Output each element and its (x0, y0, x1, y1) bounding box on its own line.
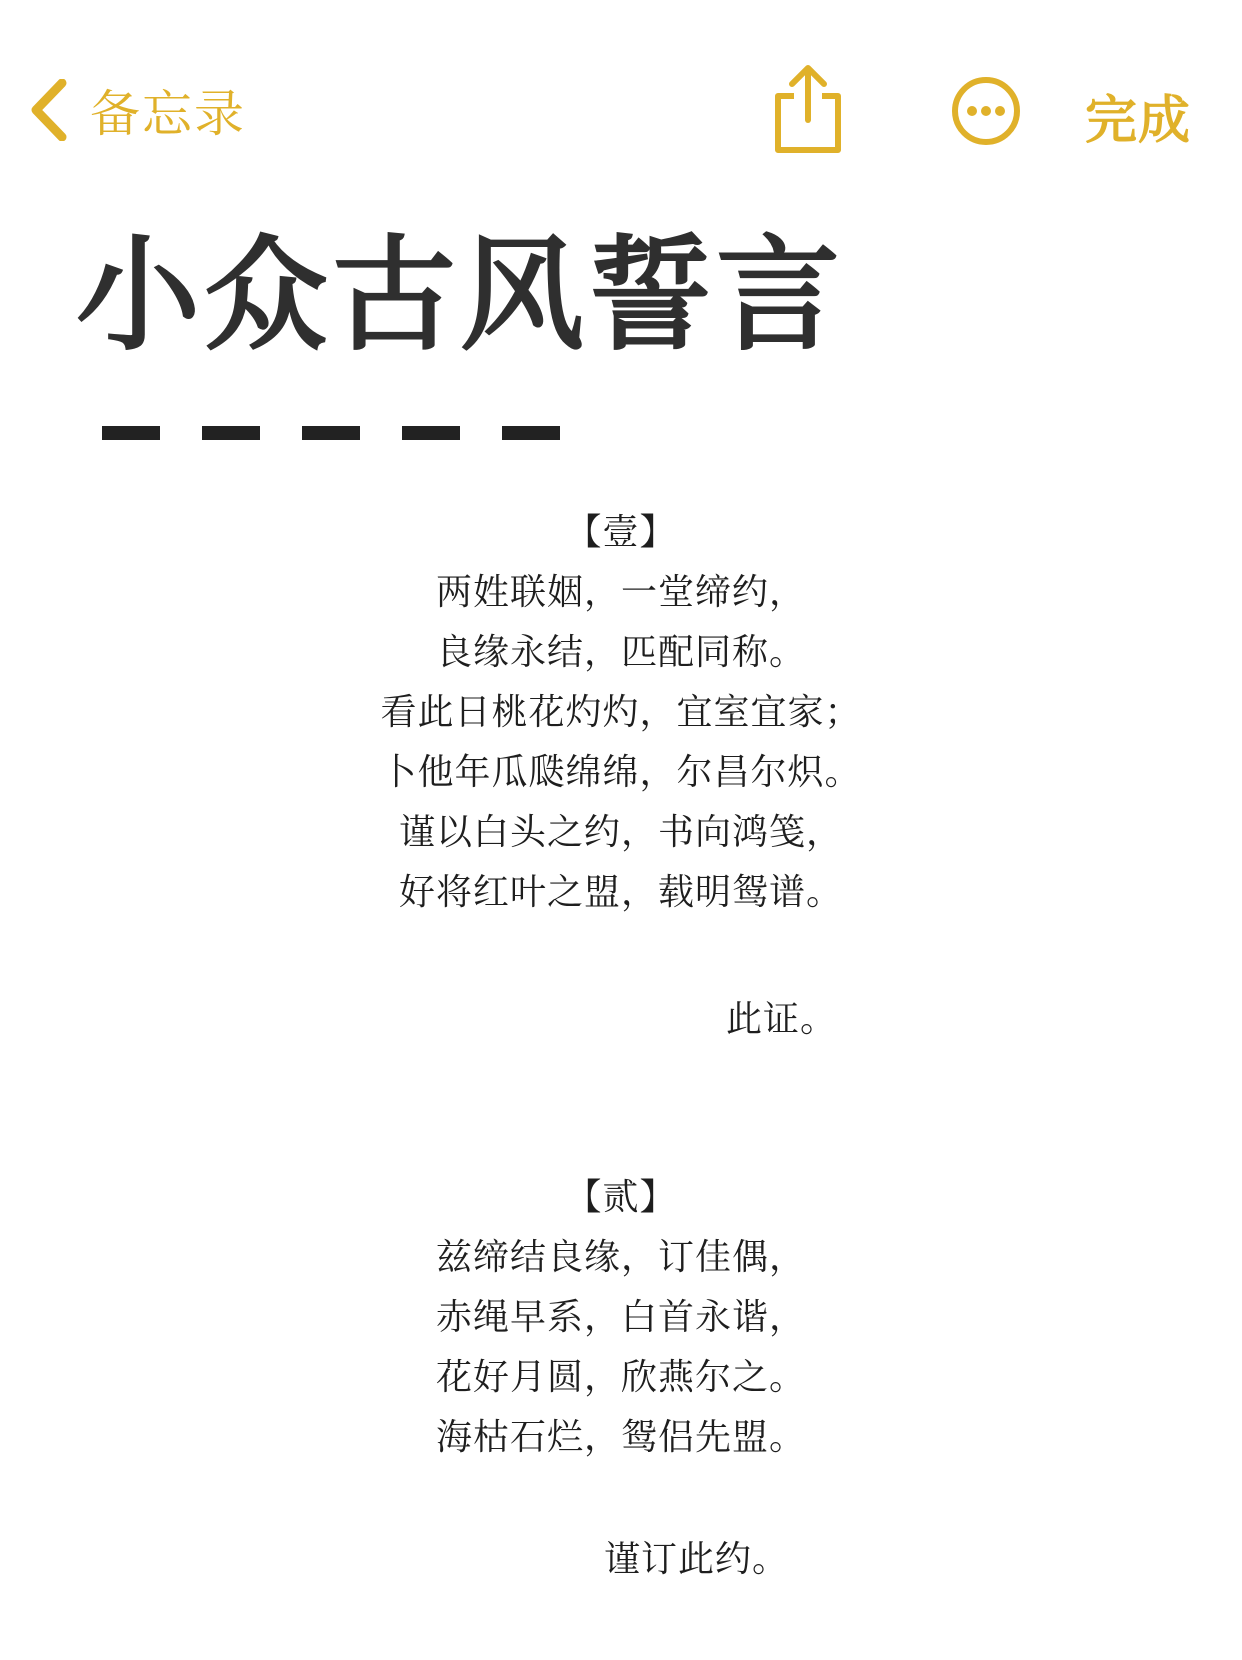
done-button[interactable]: 完成 (1085, 91, 1192, 151)
verse-line: 兹缔结良缘，订佳偶， (435, 1237, 806, 1278)
divider-dash (502, 426, 560, 440)
divider-dash (402, 426, 460, 440)
note-title: 小众古风誓言 (76, 224, 845, 368)
more-icon (950, 132, 1022, 151)
verse-line: 卜他年瓜瓞绵绵，尔昌尔炽。 (380, 752, 862, 793)
verse-line: 海枯石烂，鸳侣先盟。 (435, 1417, 806, 1458)
section-one (0, 503, 1242, 923)
verse-line: 赤绳早系，白首永谐， (435, 1297, 806, 1338)
divider-dash (302, 426, 360, 440)
share-button[interactable] (770, 64, 846, 154)
verse-line: 两姓联姻，一堂缔约， (435, 572, 806, 613)
verse-line: 谨以白头之约，书向鸿笺， (398, 812, 843, 853)
verse-line: 良缘永结，匹配同称。 (435, 632, 806, 673)
divider-dash (202, 426, 260, 440)
chevron-left-icon (28, 79, 68, 141)
verse-line: 好将红叶之盟，载明鸳谱。 (398, 872, 843, 913)
navigation-bar (0, 0, 1242, 200)
back-label: 备忘录 (90, 85, 246, 143)
signoff-text: 谨订此约。 (604, 1539, 790, 1580)
section-heading: 【贰】 (565, 1177, 677, 1218)
divider-dash (102, 426, 160, 440)
section-two (0, 1168, 1242, 1468)
more-button[interactable] (950, 75, 1022, 147)
back-button[interactable] (28, 70, 246, 150)
dash-divider (102, 426, 582, 442)
share-icon (770, 139, 846, 158)
verse-line: 花好月圆，欣燕尔之。 (435, 1357, 806, 1398)
verse-line: 看此日桃花灼灼，宜室宜家； (380, 692, 862, 733)
section-heading: 【壹】 (565, 512, 677, 553)
signoff-text: 此证。 (726, 999, 838, 1040)
